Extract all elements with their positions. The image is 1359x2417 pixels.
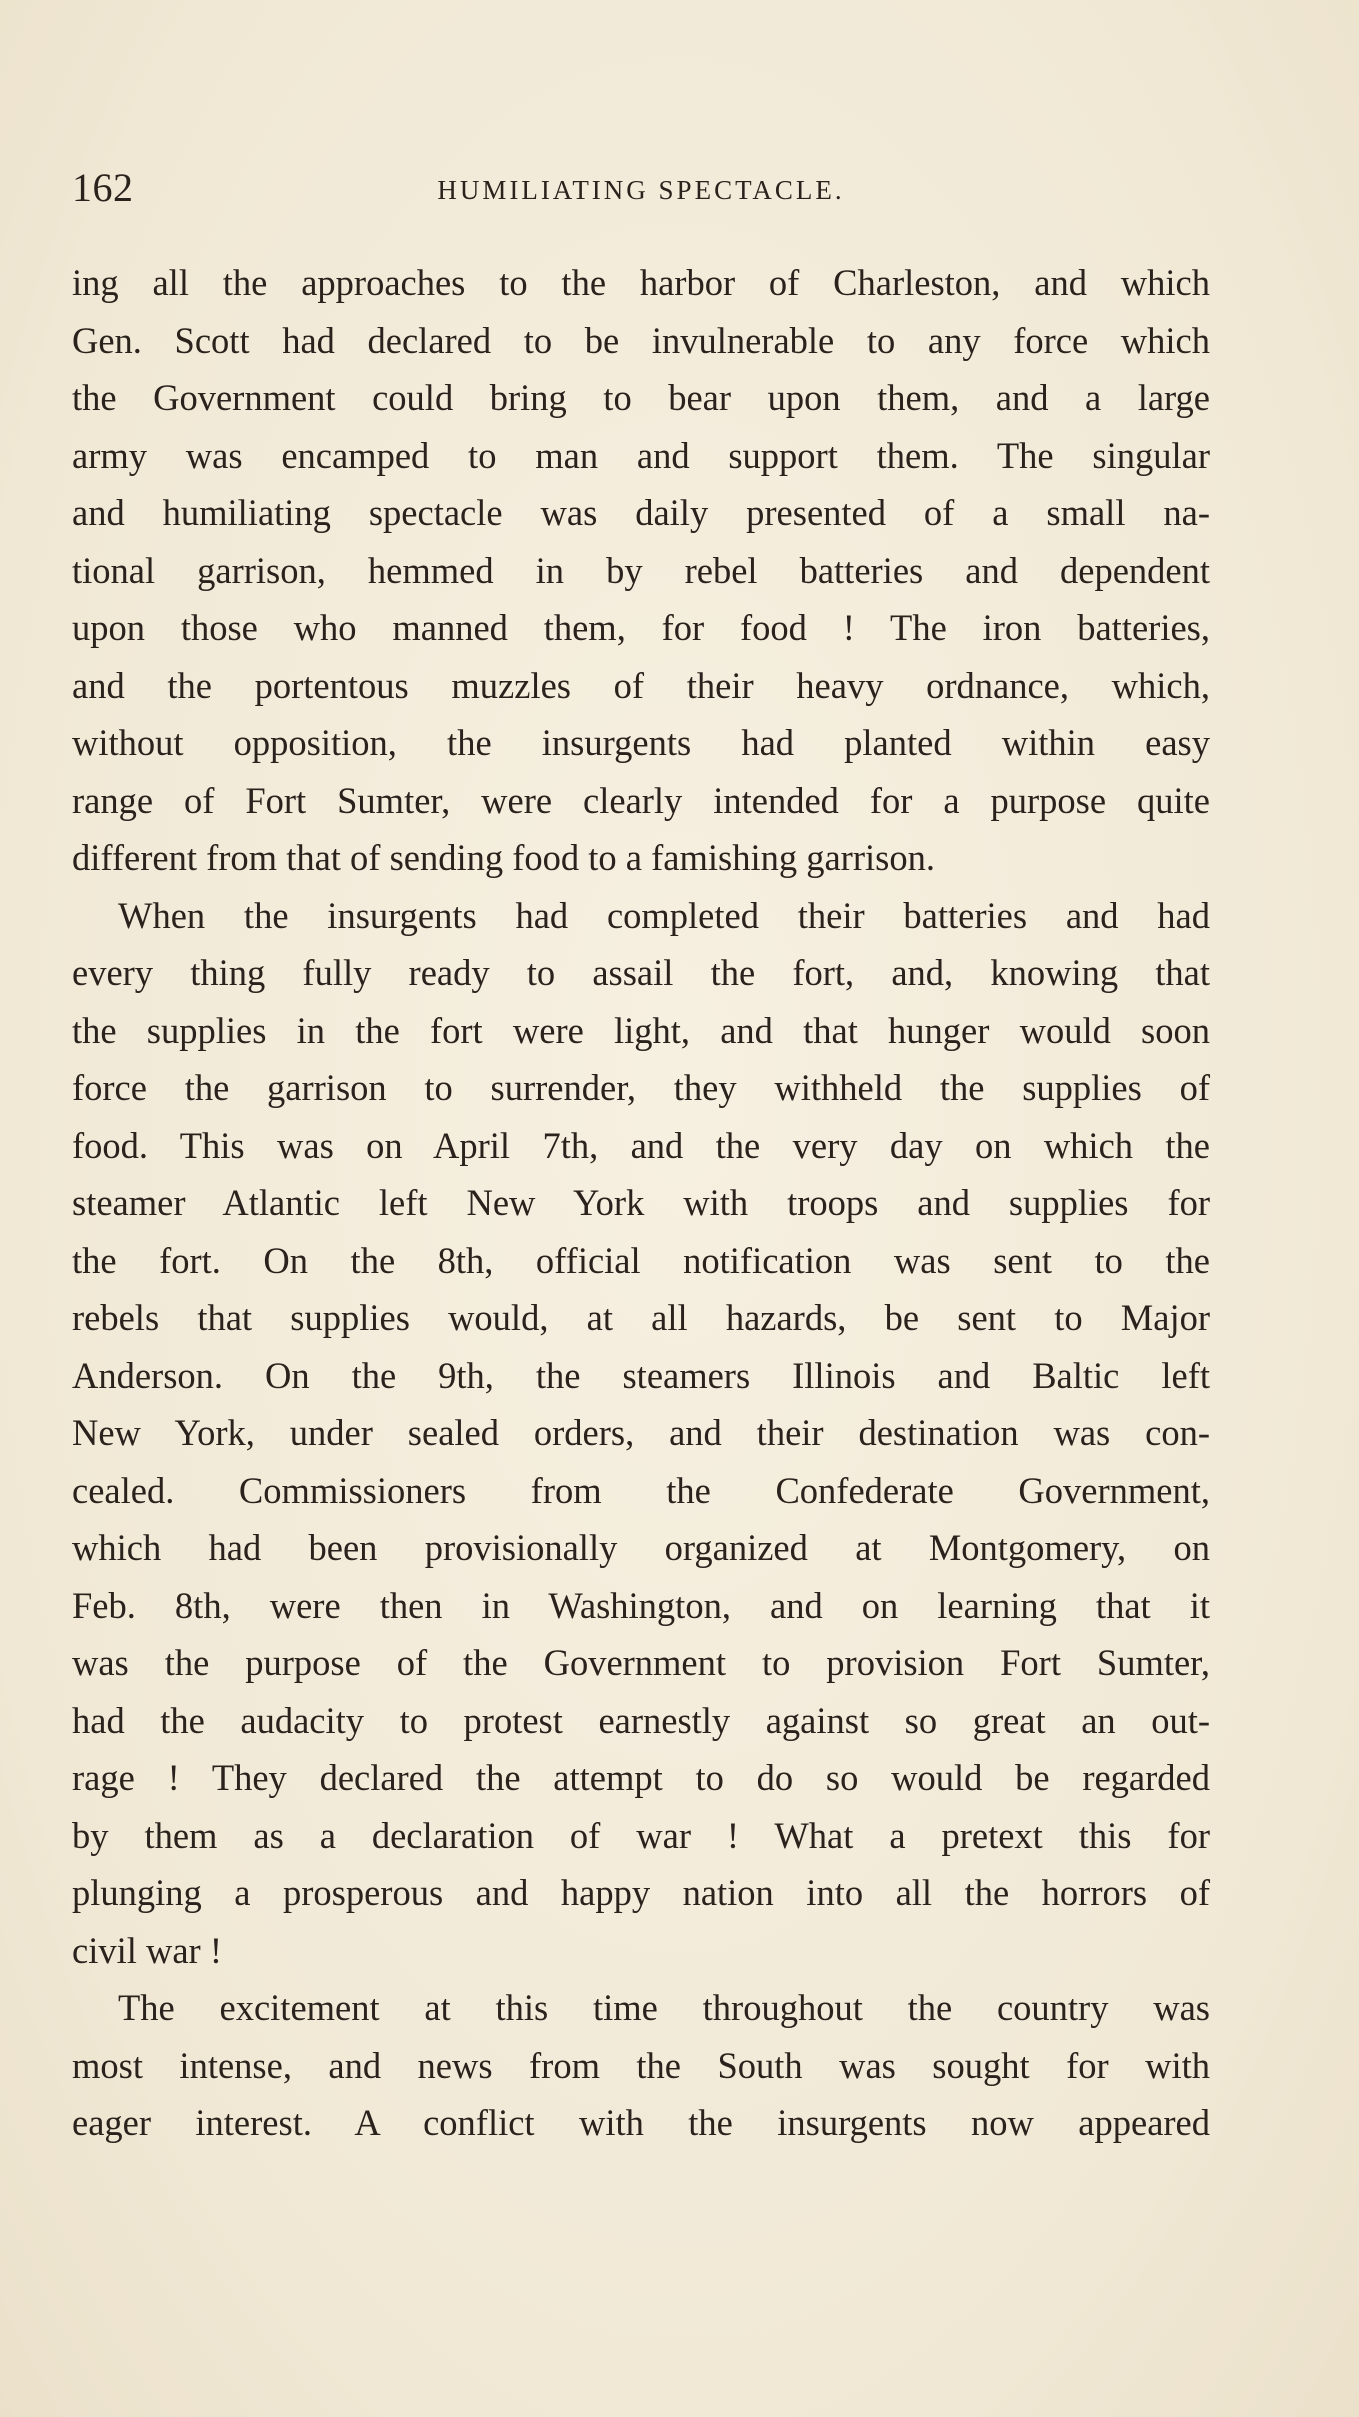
text-line: Feb. 8th, were then in Washington, and on learning that it [72,1584,1210,1626]
text-line: Gen. Scott had declared to be invulnerable to any force which [72,319,1210,361]
text-line: and humiliating spectacle was daily presented of a small na- [72,492,1210,533]
text-line: every thing fully ready to assail the fort, and, knowing that [72,952,1210,993]
text-line: cealed. Commissioners from the Confederate Government, [72,1469,1210,1511]
text-line: the fort. On the 8th, official notification was sent to the [72,1239,1210,1281]
text-line: plunging a prosperous and happy nation into all the horrors of [72,1872,1210,1913]
text-line: force the garrison to surrender, they withheld the supplies of [72,1067,1210,1108]
text-line: food. This was on April 7th, and the very day on which the [72,1124,1210,1166]
body-text [72,254,1210,2143]
text-line: different from that of sending food to a famishing garrison. [72,837,935,878]
text-line: which had been provisionally organized at Montgomery, on [72,1527,1210,1568]
page-number: 162 [72,165,134,210]
text-line: the Government could bring to bear upon them, and a large [72,377,1210,418]
text-line: rage ! They declared the attempt to do so would be regarded [72,1757,1210,1798]
text-line: and the portentous muzzles of their heavy ordnance, which, [72,664,1210,706]
text-line: the supplies in the fort were light, and that hunger would soon [72,1009,1210,1051]
text-line: The excitement at this time throughout the country was [118,1987,1210,2028]
text-line: New York, under sealed orders, and their destination was con- [72,1412,1210,1453]
text-line: range of Fort Sumter, were clearly intended for a purpose quite [72,779,1210,821]
text-line: tional garrison, hemmed in by rebel batteries and dependent [72,549,1210,591]
text-line: most intense, and news from the South was sought for with [72,2044,1210,2086]
text-line: rebels that supplies would, at all hazards, be sent to Major [72,1297,1210,1338]
text-line: was the purpose of the Government to provision Fort Sumter, [72,1642,1210,1683]
text-line: ing all the approaches to the harbor of Charleston, and which [72,262,1210,303]
text-line: When the insurgents had completed their batteries and had [118,894,1210,936]
text-line: steamer Atlantic left New York with troops and supplies for [72,1182,1210,1223]
running-title: HUMILIATING SPECTACLE. [437,175,845,205]
text-line: had the audacity to protest earnestly against so great an out- [72,1699,1210,1741]
text-line: civil war ! [72,1929,222,1971]
text-line: without opposition, the insurgents had planted within easy [72,722,1210,763]
text-line: eager interest. A conflict with the insurgents now appeared [72,2102,1210,2143]
running-head [72,158,1210,218]
text-line: army was encamped to man and support them. The singular [72,434,1210,476]
text-line: Anderson. On the 9th, the steamers Illinois and Baltic left [72,1354,1210,1396]
text-line: by them as a declaration of war ! What a pretext this for [72,1814,1210,1856]
text-line: upon those who manned them, for food ! The iron batteries, [72,607,1210,648]
